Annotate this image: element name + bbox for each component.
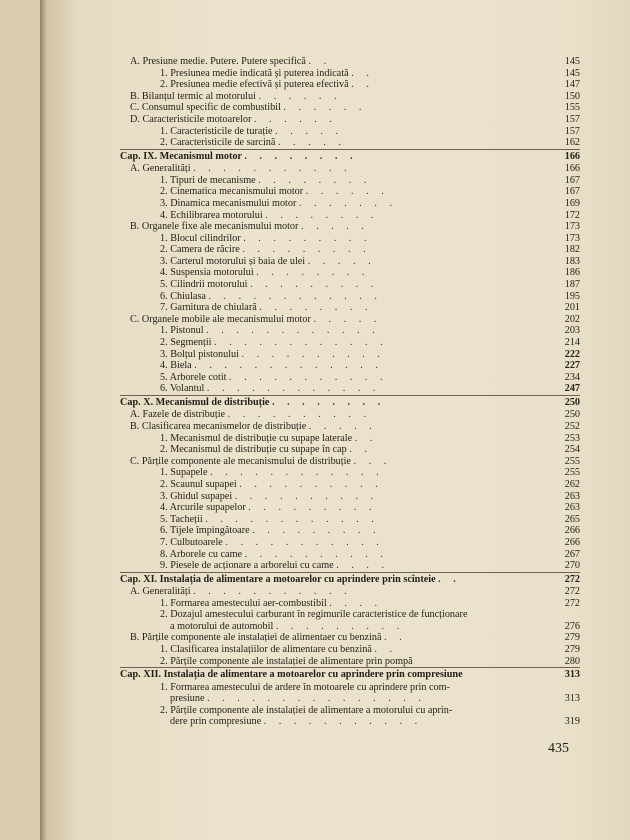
toc-entry-row: [120, 409, 580, 421]
toc-entry-row: [120, 598, 580, 610]
toc-page-number: 250: [564, 409, 580, 421]
toc-entry-text: 2. Dozajul amestecului carburant în regimurile caracteristice de funcționare: [160, 609, 468, 621]
toc-entry-text: 1. Mecanismul de distribuție cu supape laterale: [160, 432, 353, 444]
toc-page-number: 272: [564, 597, 580, 609]
toc-page-number: 276: [564, 620, 580, 632]
toc-entry-row: [120, 163, 580, 175]
toc-leader-dots: . . . . . . . .: [259, 302, 373, 314]
toc-entry-text: 2. Presiunea medie efectivă și puterea efectivă: [160, 79, 349, 91]
toc-page-number: 182: [564, 244, 580, 256]
toc-leader-dots: . . . . . . . . . . . .: [206, 325, 380, 337]
toc-leader-dots: . . . . .: [307, 255, 376, 267]
toc-entry-title: [130, 102, 366, 114]
toc-page-number: 187: [564, 279, 580, 291]
toc-leader-dots: . .: [384, 632, 407, 644]
toc-entry-title: [160, 210, 378, 222]
toc-leader-dots: . . . . . . . . .: [242, 244, 371, 256]
toc-chapter-row: [120, 573, 580, 586]
toc-leader-dots: . . . . . . . . .: [250, 279, 379, 291]
page-number: 435: [548, 741, 569, 756]
toc-entry-text: B. Clasificarea mecanismelor de distribuție: [130, 421, 307, 432]
toc-entry-row: [120, 221, 580, 233]
toc-entry-title: [160, 137, 346, 149]
toc-entry-text: 6. Chiulasa: [160, 290, 206, 302]
toc-entry-row: [120, 621, 580, 633]
toc-chapter-row: [120, 668, 580, 681]
toc-entry-title: [130, 114, 337, 126]
toc-entry-title: [120, 396, 385, 409]
toc-entry-row: [120, 198, 580, 210]
toc-leader-dots: . . . . . .: [258, 90, 342, 102]
toc-leader-dots: . . . . . . . .: [256, 267, 370, 279]
toc-page-number: 266: [564, 536, 580, 548]
toc-page-number: 319: [564, 716, 580, 728]
toc-page-number: 145: [564, 56, 580, 67]
toc-entry-text: 1. Clasificarea instalațiilor de alimentare cu benzină: [160, 644, 372, 656]
toc-entry-title: [160, 325, 380, 337]
toc-page-number: 252: [564, 421, 580, 432]
toc-page-number: 313: [564, 693, 580, 705]
toc-page-number: 253: [564, 432, 580, 444]
toc-entry-row: [120, 337, 580, 349]
toc-entry-text: dere prin compresiune: [170, 716, 262, 728]
toc-page-number: 166: [564, 150, 580, 162]
toc-leader-dots: . . . . . . . . .: [243, 232, 372, 244]
toc-entry-row: [120, 433, 580, 445]
toc-entry-row: [120, 716, 580, 728]
toc-entry-row: [120, 586, 580, 598]
toc-entry-text: B. Părțile componente ale instalației de alimentaer cu benzină: [130, 632, 382, 644]
toc-page-number: 270: [564, 560, 580, 572]
toc-entry-title: [160, 337, 388, 349]
toc-entry-title: [160, 433, 377, 445]
toc-leader-dots: . . . . . . . . . . .: [229, 371, 388, 383]
toc-entry-title: [130, 456, 391, 468]
toc-entry-text: D. Caracteristicile motoarelor: [130, 113, 252, 125]
toc-entry-title: [160, 549, 388, 561]
toc-entry-row: [120, 609, 580, 621]
toc-entry-title: [160, 479, 383, 491]
toc-entry-text: 2. Caracteristicile de sarcină: [160, 137, 276, 149]
toc-page-number: 155: [564, 102, 580, 114]
toc-entry-title: [130, 409, 371, 421]
toc-entry-title: [160, 656, 413, 668]
toc-leader-dots: . .: [349, 444, 372, 456]
toc-page-number: 265: [564, 513, 580, 525]
toc-page-number: 263: [564, 502, 580, 514]
toc-entry-text: Cap. XII. Instalația de alimentare a motoarelor cu aprindere prin compresiune: [120, 669, 463, 681]
toc-page-number: 266: [564, 525, 580, 537]
toc-page-number: 183: [564, 255, 580, 267]
toc-entry-text: A. Generalități: [130, 586, 191, 598]
toc-entry-text: Cap. IX. Mecanismul motor: [120, 150, 242, 162]
toc-entry-title: [120, 668, 463, 681]
toc-leader-dots: . .: [374, 644, 398, 656]
toc-entry-text: 1. Formarea amestecului aer-combustibil: [160, 597, 327, 609]
toc-leader-dots: . . . . . . . . . . . .: [206, 383, 381, 395]
toc-entry-text: C. Consumul specific de combustibil: [130, 102, 281, 114]
toc-entry-row: [120, 186, 580, 198]
toc-entry-row: [120, 644, 580, 656]
toc-leader-dots: . . . .: [336, 560, 390, 572]
toc-entry-text: 7. Culbutoarele: [160, 536, 223, 548]
toc-page-number: 267: [564, 548, 580, 560]
toc-entry-row: [120, 68, 580, 80]
toc-entry-row: [120, 682, 580, 694]
toc-page-number: 167: [564, 174, 580, 186]
toc-leader-dots: . . . . . . . . .: [248, 502, 377, 514]
toc-entry-text: 2. Scaunul supapei: [160, 478, 237, 490]
toc-page-number: 255: [564, 455, 580, 467]
toc-page-number: 272: [564, 573, 580, 585]
toc-entry-row: [120, 79, 580, 91]
toc-entry-text: A. Generalități: [130, 163, 191, 175]
toc-entry-row: [120, 325, 580, 337]
toc-page-number: 272: [564, 586, 580, 598]
toc-page-number: 222: [564, 348, 580, 360]
toc-page-number: 247: [564, 383, 580, 395]
toc-entry-text: a motorului de automobil: [170, 620, 274, 632]
toc-entry-title: [170, 716, 422, 728]
toc-page-number: 162: [564, 137, 580, 149]
toc-entry-row: [120, 314, 580, 326]
toc-entry-title: [130, 586, 352, 598]
toc-leader-dots: . . . . . . . . . . . .: [214, 337, 388, 349]
toc-entry-title: [130, 632, 407, 644]
toc-section: [120, 395, 580, 572]
toc-leader-dots: . . . . .: [277, 137, 346, 149]
toc-leader-dots: . . . . . . . . . .: [239, 478, 383, 490]
toc-entry-row: [120, 126, 580, 138]
toc-entry-row: [120, 244, 580, 256]
toc-page-number: 150: [564, 90, 580, 102]
toc-entry-title: [160, 560, 389, 572]
toc-entry-row: [120, 360, 580, 372]
toc-entry-text: 4. Biela: [160, 360, 192, 372]
toc-entry-row: [120, 102, 580, 114]
toc-entry-text: 1. Presiunea medie indicată și puterea indicată: [160, 67, 349, 79]
toc-page-number: 186: [564, 267, 580, 279]
toc-entry-row: [120, 444, 580, 456]
toc-leader-dots: . . . . . . . . . . . . .: [194, 360, 383, 372]
toc-page-number: 262: [564, 478, 580, 490]
toc-entry-text: B. Organele fixe ale mecanismului motor: [130, 221, 299, 233]
toc-entry-title: [160, 525, 381, 537]
toc-entry-text: 4. Suspensia motorului: [160, 267, 254, 279]
toc-page-number: 279: [564, 632, 580, 644]
toc-entry-row: [120, 383, 580, 395]
toc-entry-text: Cap. X. Mecanismul de distribuție: [120, 397, 270, 409]
toc-entry-row: [120, 137, 580, 149]
toc-entry-text: 1. Supapele: [160, 467, 208, 479]
toc-entry-text: 1. Blocul cilindrilor: [160, 232, 241, 244]
toc-entry-title: [160, 444, 372, 456]
toc-entry-row: [120, 279, 580, 291]
toc-entry-row: [120, 537, 580, 549]
toc-entry-text: 2. Părțile componente ale instalației de alimentare prin pompă: [160, 655, 413, 667]
toc-entry-text: 4. Echilibrarea motorului: [160, 209, 263, 221]
toc-entry-row: [120, 705, 580, 717]
toc-entry-text: 8. Arborele cu came: [160, 548, 243, 560]
toc-entry-row: [120, 114, 580, 126]
toc-entry-row: [120, 502, 580, 514]
toc-leader-dots: . .: [354, 432, 378, 444]
toc-leader-dots: . .: [351, 67, 374, 79]
toc-page-number: 157: [564, 125, 580, 137]
toc-page-number: 167: [564, 186, 580, 198]
toc-leader-dots: . . . . .: [275, 125, 344, 137]
toc-entry-title: [160, 598, 382, 610]
toc-leader-dots: . . . . . . . . . .: [234, 490, 379, 502]
toc-entry-row: [120, 479, 580, 491]
toc-entry-text: 2. Cinematica mecanismului motor: [160, 186, 304, 198]
toc-leader-dots: . . .: [353, 455, 392, 467]
toc-entry-title: [130, 56, 331, 68]
toc-entry-title: [160, 267, 369, 279]
toc-page-number: 250: [564, 397, 580, 409]
toc-chapter-row: [120, 396, 580, 409]
toc-leader-dots: . . . . . .: [253, 113, 337, 125]
toc-entry-title: [130, 314, 381, 326]
toc-page-number: 202: [564, 313, 580, 325]
toc-entry-row: [120, 525, 580, 537]
toc-section: [120, 572, 580, 668]
toc-entry-title: [160, 491, 378, 503]
toc-entry-text: 9. Piesele de acționare a arborelui cu came: [160, 560, 334, 572]
toc-entry-title: [160, 705, 452, 717]
toc-entry-title: [160, 609, 467, 621]
toc-page-number: 169: [564, 197, 580, 209]
toc-entry-row: [120, 632, 580, 644]
toc-leader-dots: . . . . . . .: [298, 197, 398, 209]
toc-entry-text: 1. Tipuri de mecanisme: [160, 174, 256, 186]
toc-entry-title: [170, 693, 426, 705]
toc-entry-title: [160, 126, 343, 138]
toc-leader-dots: . . . . .: [300, 221, 369, 233]
toc-entry-title: [160, 467, 384, 479]
toc-entry-text: 1. Formarea amestecului de ardere în motoarele cu aprindere prin com-: [160, 681, 450, 693]
toc-leader-dots: . . . . . . . .: [265, 209, 379, 221]
toc-entry-row: [120, 372, 580, 384]
toc-entry-text: 5. Cilindrii motorului: [160, 279, 248, 291]
toc-page-number: 279: [564, 644, 580, 656]
toc-leader-dots: . . . . .: [308, 421, 377, 432]
toc-leader-dots: . . . . . . . .: [271, 397, 386, 409]
toc-entry-row: [120, 349, 580, 361]
toc-entry-text: 1. Caracteristicile de turație: [160, 125, 273, 137]
toc-entry-row: [120, 267, 580, 279]
toc-entry-row: [120, 421, 580, 433]
toc-entry-text: B. Bilanțul termic al motorului: [130, 90, 256, 102]
toc-leader-dots: . . . . .: [313, 313, 382, 325]
toc-entry-text: 2. Mecanismul de distribuție cu supape în cap: [160, 444, 347, 456]
toc-entry-row: [120, 491, 580, 503]
toc-entry-text: C. Organele mobile ale mecanismului motor: [130, 313, 311, 325]
toc-entry-title: [130, 163, 352, 175]
toc-entry-text: Cap. XI. Instalația de alimentare a motoarelor cu aprindere prin scînteie: [120, 573, 436, 585]
toc-entry-text: 2. Camera de răcire: [160, 244, 240, 256]
page-spine-shadow: [40, 0, 46, 840]
toc-entry-row: [120, 56, 580, 68]
toc-entry-row: [120, 514, 580, 526]
toc-page-number: 263: [564, 490, 580, 502]
toc-leader-dots: . . . . . . . . . . . .: [210, 467, 384, 479]
toc-entry-title: [160, 256, 376, 268]
toc-entry-row: [120, 291, 580, 303]
toc-leader-dots: . . . . . . . .: [244, 150, 358, 162]
toc-entry-title: [160, 79, 374, 91]
toc-page-number: 313: [564, 669, 580, 681]
toc-page-number: 172: [564, 209, 580, 221]
toc-entry-text: 6. Tijele împingătoare: [160, 525, 250, 537]
toc-page-number: 234: [564, 371, 580, 383]
toc-entry-text: 5. Tacheții: [160, 513, 203, 525]
toc-page-number: 166: [564, 163, 580, 175]
toc-entry-title: [160, 186, 389, 198]
toc-entry-title: [160, 233, 371, 245]
toc-entry-row: [120, 549, 580, 561]
toc-entry-title: [130, 91, 341, 103]
toc-entry-text: 6. Volantul: [160, 383, 205, 395]
toc-entry-title: [160, 383, 380, 395]
toc-page-number: 201: [564, 302, 580, 314]
toc-leader-dots: . . . . . . . . . . . . . . .: [207, 693, 426, 705]
toc-entry-title: [170, 621, 404, 633]
toc-entry-text: 3. Dinamica mecanismului motor: [160, 197, 297, 209]
book-page: [40, 0, 630, 840]
toc-entry-text: 2. Segmenții: [160, 337, 212, 349]
toc-leader-dots: . . . . . . . . . . . .: [208, 290, 382, 302]
toc-entry-title: [160, 244, 371, 256]
toc-leader-dots: . . . . . .: [283, 102, 367, 114]
toc-entry-row: [120, 693, 580, 705]
toc-entry-text: A. Fazele de distribuție: [130, 409, 226, 421]
toc-section: [120, 149, 580, 395]
toc-entry-row: [120, 210, 580, 222]
table-of-contents: [120, 56, 580, 728]
toc-leader-dots: . . . . . . . .: [258, 174, 372, 186]
toc-page-number: 203: [564, 325, 580, 337]
toc-entry-title: [120, 573, 461, 586]
toc-entry-title: [130, 221, 369, 233]
toc-entry-text: presiune: [170, 693, 205, 705]
toc-leader-dots: . . . . . . . . . . .: [263, 716, 423, 728]
toc-leader-dots: . . . . . . . . .: [252, 525, 381, 537]
toc-leader-dots: . . . . . . . . .: [275, 620, 405, 632]
toc-entry-title: [160, 302, 373, 314]
toc-entry-text: 5. Arborele cotit: [160, 371, 227, 383]
toc-page-number: 173: [564, 221, 580, 233]
toc-entry-text: 3. Carterul motorului și baia de ulei: [160, 255, 306, 267]
toc-entry-row: [120, 560, 580, 572]
toc-entry-text: A. Presiune medie. Putere. Putere specifică: [130, 56, 306, 67]
toc-entry-text: 4. Arcurile supapelor: [160, 502, 246, 514]
toc-page-number: 157: [564, 113, 580, 125]
toc-entry-title: [160, 682, 450, 694]
toc-page-number: 147: [564, 79, 580, 91]
toc-entry-title: [160, 291, 382, 303]
toc-entry-title: [160, 349, 385, 361]
toc-entry-title: [120, 150, 358, 163]
toc-entry-title: [160, 175, 371, 187]
toc-entry-title: [160, 198, 397, 210]
toc-entry-title: [130, 421, 377, 433]
toc-leader-dots: . . . . . . . . . .: [244, 548, 388, 560]
toc-page-number: 214: [564, 337, 580, 349]
toc-leader-dots: . .: [351, 79, 374, 91]
toc-entry-row: [120, 656, 580, 668]
toc-entry-text: 7. Garnitura de chiulară: [160, 302, 257, 314]
toc-leader-dots: . . . . . . . . . . .: [193, 163, 352, 175]
toc-page-number: 145: [564, 67, 580, 79]
toc-entry-text: 3. Bolțul pistonului: [160, 348, 239, 360]
toc-entry-row: [120, 302, 580, 314]
toc-page-number: 254: [564, 444, 580, 456]
toc-entry-row: [120, 233, 580, 245]
toc-page-number: 173: [564, 232, 580, 244]
toc-section: [120, 667, 580, 728]
toc-entry-title: [160, 502, 377, 514]
toc-entry-title: [160, 537, 384, 549]
toc-leader-dots: . . . . . . . . . . . .: [205, 513, 379, 525]
toc-page-number: 227: [564, 360, 580, 372]
toc-entry-text: 3. Ghidul supapei: [160, 490, 233, 502]
toc-entry-title: [160, 68, 374, 80]
toc-page-number: 195: [564, 290, 580, 302]
toc-leader-dots: . .: [308, 56, 332, 67]
toc-entry-row: [120, 456, 580, 468]
toc-entry-text: 2. Părțile componente ale instalației de alimentare a motorului cu aprin-: [160, 704, 453, 716]
toc-chapter-row: [120, 150, 580, 163]
toc-entry-row: [120, 256, 580, 268]
toc-page-number: 255: [564, 467, 580, 479]
toc-entry-row: [120, 91, 580, 103]
toc-section: [120, 56, 580, 149]
toc-entry-title: [160, 644, 397, 656]
toc-entry-title: [160, 360, 383, 372]
toc-page-number: 280: [564, 655, 580, 667]
toc-leader-dots: . . . . . . . . . . .: [193, 586, 352, 598]
toc-entry-text: C. Părțile componente ale mecanismului de distribuție: [130, 455, 351, 467]
toc-entry-title: [160, 514, 379, 526]
toc-leader-dots: . . . . . . . . . . .: [225, 536, 384, 548]
toc-leader-dots: . . . . . .: [305, 186, 389, 198]
toc-leader-dots: . . . . . . . . . .: [241, 348, 385, 360]
toc-entry-row: [120, 175, 580, 187]
toc-entry-title: [160, 372, 388, 384]
toc-entry-row: [120, 467, 580, 479]
toc-entry-text: 1. Pistonul: [160, 325, 204, 337]
toc-leader-dots: . . . .: [329, 597, 383, 609]
toc-leader-dots: . . . . . . . . . .: [227, 409, 371, 421]
toc-entry-title: [160, 279, 378, 291]
toc-leader-dots: . .: [438, 573, 461, 585]
